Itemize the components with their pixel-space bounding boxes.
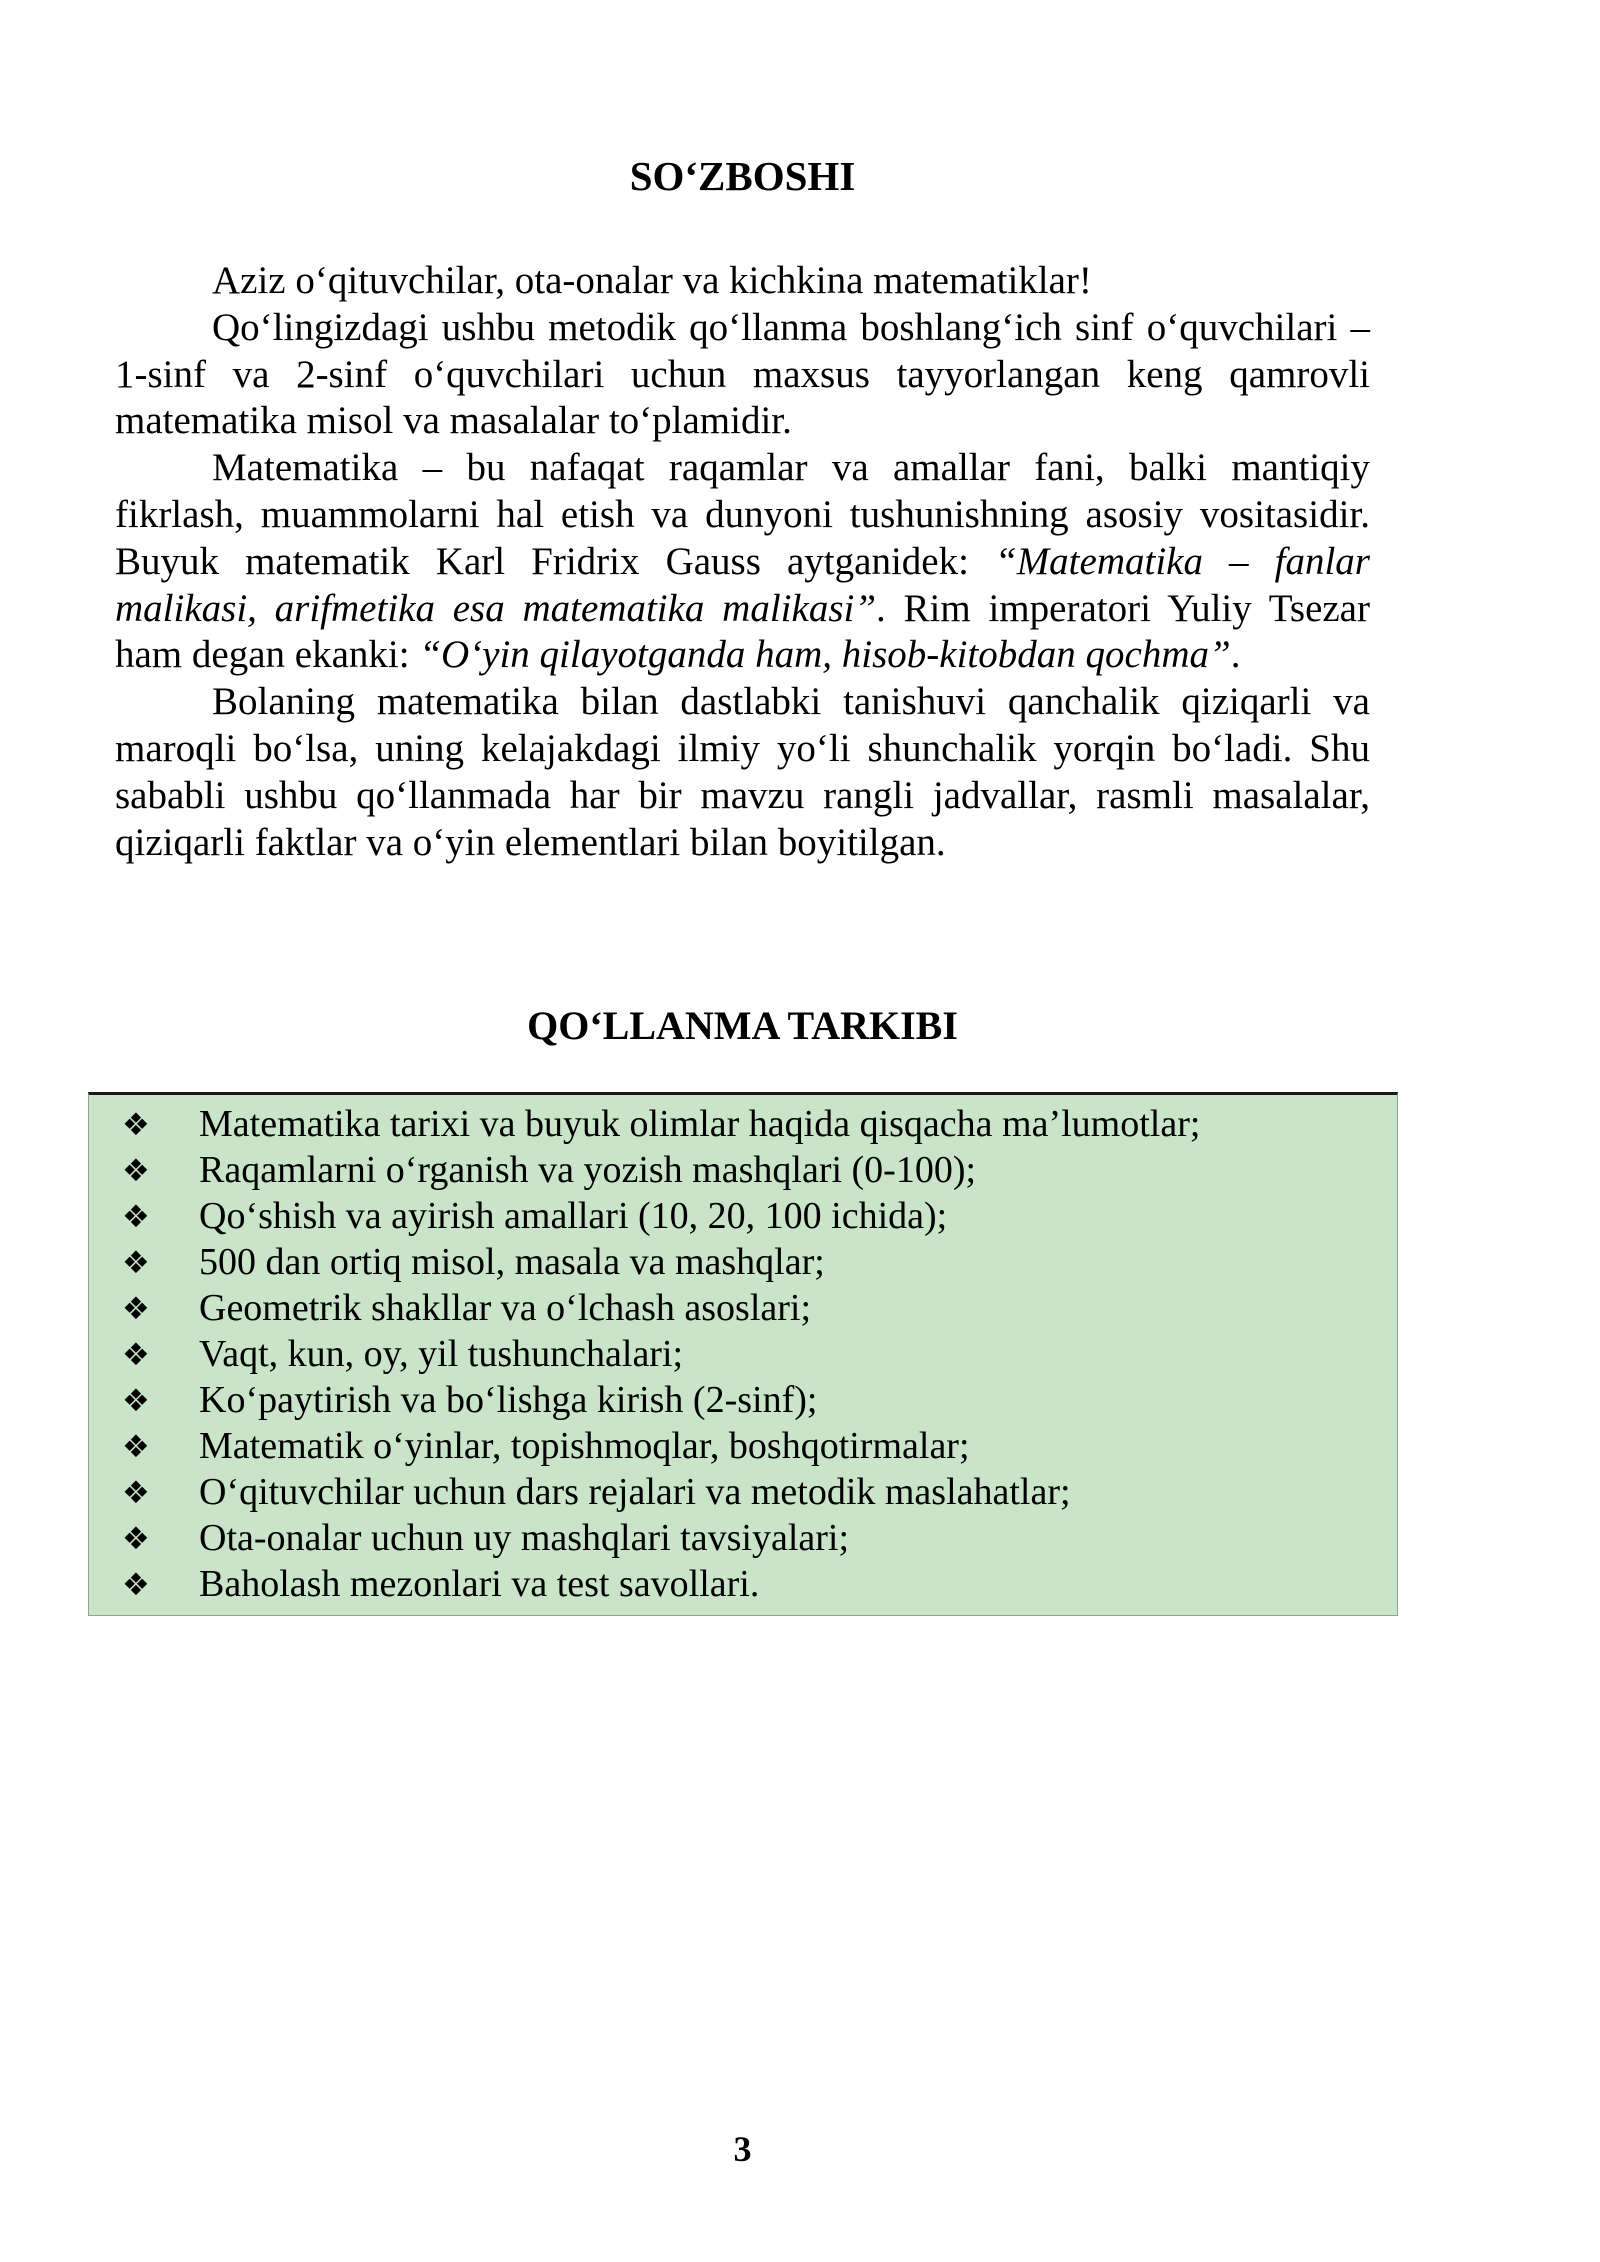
list-item xyxy=(89,1239,1397,1285)
page-number: 3 xyxy=(733,2129,752,2169)
diamond-bullet-icon: ❖ xyxy=(122,1429,150,1466)
diamond-bullet-icon: ❖ xyxy=(122,1107,150,1144)
diamond-bullet-icon: ❖ xyxy=(122,1153,150,1190)
diamond-bullet-icon: ❖ xyxy=(122,1199,150,1236)
list-item xyxy=(89,1469,1397,1515)
diamond-bullet-icon: ❖ xyxy=(122,1291,150,1328)
list-item xyxy=(89,1423,1397,1469)
list-item xyxy=(89,1515,1397,1561)
diamond-bullet-icon: ❖ xyxy=(122,1383,150,1420)
list-item-text: Matematika tarixi va buyuk olimlar haqida qisqacha ma’lumotlar; xyxy=(199,1103,1201,1146)
text-segment: Matematika – bu nafaqat raqamlar va amallar fani, balki mantiqiy fikrlash, muammolarni hal etish va dunyoni tushunishning asosiy vositasidir. Buyuk matematik Karl Fridrix Gauss aytganidek: xyxy=(115,446,1370,583)
preface-title: SO‘ZBOSHI xyxy=(629,153,856,199)
diamond-bullet-icon: ❖ xyxy=(122,1521,150,1558)
list-item-text: Baholash mezonlari va test savollari. xyxy=(199,1563,760,1606)
text-segment: . xyxy=(1230,633,1241,677)
diamond-bullet-icon: ❖ xyxy=(122,1475,150,1512)
list-item-text: Ko‘paytirish va bo‘lishga kirish (2-sinf); xyxy=(199,1379,818,1422)
list-item-text: Vaqt, kun, oy, yil tushunchalari; xyxy=(199,1333,684,1376)
list-item xyxy=(89,1147,1397,1193)
paragraph-greeting: Aziz o‘qituvchilar, ota-onalar va kichkina matematiklar! xyxy=(212,259,1092,302)
quote-gauss: “Matematika – fanlar malikasi, arifmetika esa matematika malikasi” xyxy=(115,539,1370,630)
list-item xyxy=(89,1561,1397,1607)
text-segment: . Rim imperatori Yuliy Tsezar ham degan ekanki: xyxy=(115,586,1370,677)
paragraph-benefits: Bolaning matematika bilan dastlabki tanishuvi qanchalik qiziqarli va maroqli bo‘lsa, uning kelajakdagi ilmiy yo‘li shunchalik yorqin bo‘ladi. Shu sababli ushbu qo‘llanmada har bir mavzu rangli jadvallar, rasmli masalalar, qiziqarli faktlar va o‘yin elementlari bilan boyitilgan. xyxy=(115,680,1370,864)
paragraph-intro: Qo‘lingizdagi ushbu metodik qo‘llanma boshlang‘ich sinf o‘quvchilari – 1-sinf va 2-sinf o‘quvchilari uchun maxsus tayyorlangan keng qamrovli matematika misol va masalalar to‘plamidir. xyxy=(115,305,1370,443)
contents-list xyxy=(89,1101,1397,1607)
list-item-text: Ota-onalar uchun uy mashqlari tavsiyalari; xyxy=(199,1517,850,1560)
list-item xyxy=(89,1377,1397,1423)
list-item xyxy=(89,1193,1397,1239)
quote-caesar: “O‘yin qilayotganda ham, hisob-kitobdan qochma” xyxy=(419,633,1231,677)
list-item xyxy=(89,1285,1397,1331)
list-item-text: Raqamlarni o‘rganish va yozish mashqlari (0-100); xyxy=(199,1149,977,1192)
contents-title: QO‘LLANMA TARKIBI xyxy=(527,1003,958,1049)
contents-box xyxy=(88,1092,1398,1616)
diamond-bullet-icon: ❖ xyxy=(122,1245,150,1282)
list-item xyxy=(89,1331,1397,1377)
list-item-text: Geometrik shakllar va o‘lchash asoslari; xyxy=(199,1287,812,1330)
paragraph-quotes xyxy=(115,445,1370,679)
list-item-text: O‘qituvchilar uchun dars rejalari va metodik maslahatlar; xyxy=(199,1471,1071,1514)
list-item-text: 500 dan ortiq misol, masala va mashqlar; xyxy=(199,1241,825,1284)
list-item xyxy=(89,1101,1397,1147)
diamond-bullet-icon: ❖ xyxy=(122,1337,150,1374)
diamond-bullet-icon: ❖ xyxy=(122,1567,150,1604)
list-item-text: Qo‘shish va ayirish amallari (10, 20, 100 ichida); xyxy=(199,1195,948,1238)
list-item-text: Matematik o‘yinlar, topishmoqlar, boshqotirmalar; xyxy=(199,1425,970,1468)
